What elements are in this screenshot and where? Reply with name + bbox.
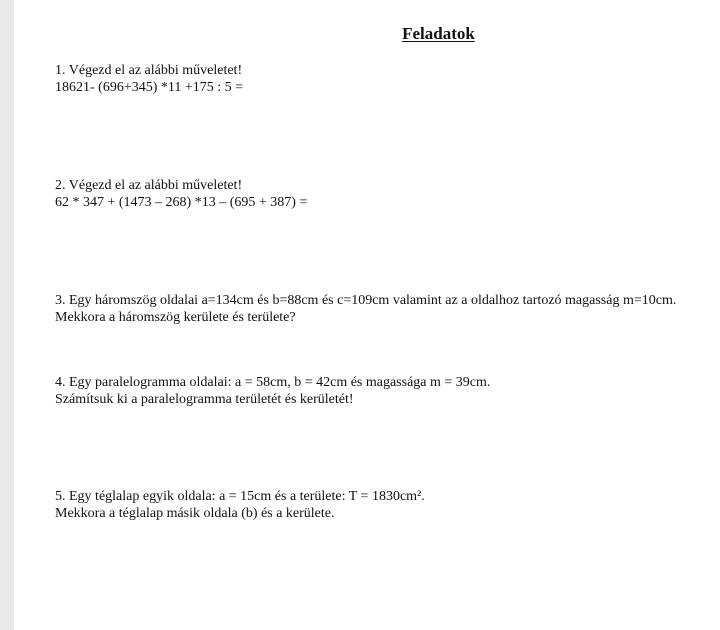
- task-5: [55, 488, 425, 522]
- task-2: [55, 177, 307, 211]
- task-3-statement: 3. Egy háromszög oldalai a=134cm és b=88cm és c=109cm valamint az a oldalhoz tartozó magasság m=10cm.: [55, 293, 677, 308]
- task-4: [55, 374, 490, 408]
- task-5-question: Mekkora a téglalap másik oldala (b) és a kerülete.: [55, 506, 335, 521]
- document-page: [14, 0, 720, 630]
- document-title: Feladatok: [402, 24, 475, 43]
- task-2-prompt: 2. Végezd el az alábbi műveletet!: [55, 178, 243, 193]
- task-1-prompt: 1. Végezd el az alábbi műveletet!: [55, 63, 243, 78]
- task-3: [55, 292, 676, 326]
- task-4-statement: 4. Egy paralelogramma oldalai: a = 58cm, b = 42cm és magassága m = 39cm.: [55, 375, 491, 390]
- task-5-statement: 5. Egy téglalap egyik oldala: a = 15cm és a területe: T = 1830cm².: [55, 489, 425, 504]
- task-3-question: Mekkora a háromszög kerülete és területe?: [55, 310, 296, 325]
- task-2-expression: 62 * 347 + (1473 – 268) *13 – (695 + 387) =: [55, 195, 308, 210]
- task-1: [55, 62, 243, 96]
- task-4-question: Számítsuk ki a paralelogramma területét és kerületét!: [55, 392, 354, 407]
- task-1-expression: 18621- (696+345) *11 +175 : 5 =: [55, 80, 244, 95]
